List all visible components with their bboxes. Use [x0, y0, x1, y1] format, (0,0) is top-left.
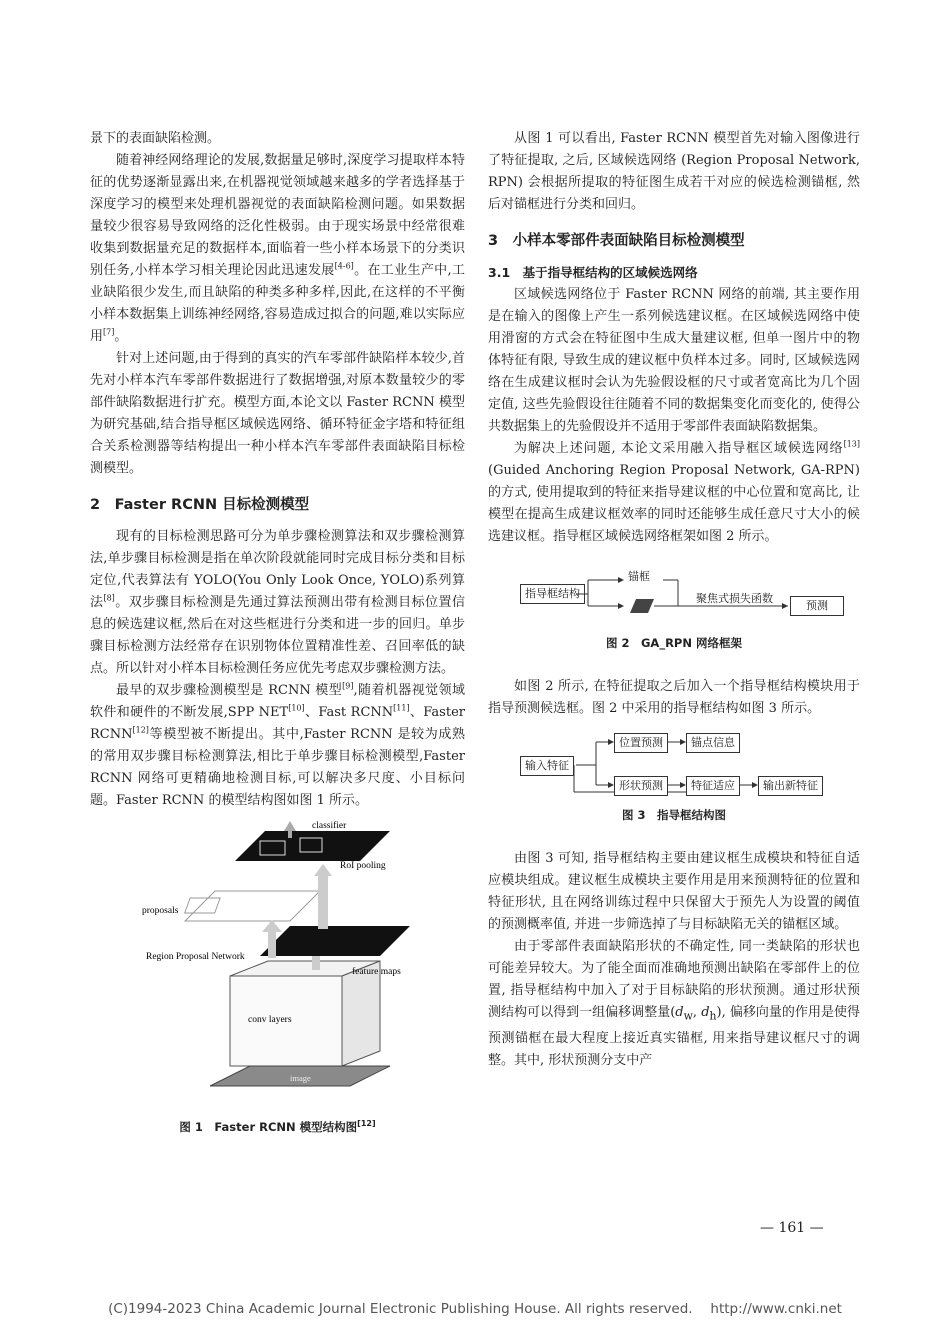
- citation: [10]: [288, 703, 305, 713]
- roi-plane: [235, 831, 390, 861]
- label-loss: 聚焦式损失函数: [696, 592, 773, 605]
- figure-caption: 图 3 指导框结构图: [621, 808, 726, 822]
- label-rpn: Region Proposal Network: [146, 952, 245, 962]
- label-feature-maps: feature maps: [352, 967, 401, 977]
- figure-caption: 图 1 Faster RCNN 模型结构图[12]: [179, 1119, 376, 1134]
- anchor-parallelogram: [630, 599, 654, 613]
- section-heading: 2 Faster RCNN 目标检测模型: [90, 497, 310, 513]
- copyright-footer: (C)1994-2023 China Academic Journal Electronic Publishing House. All rights reserved. http://www.cnki.net: [108, 1301, 842, 1317]
- box-output-feature: 输出新特征: [758, 776, 823, 796]
- citation: [12]: [132, 725, 149, 735]
- arrow-shaft: [268, 928, 276, 958]
- math-sub: w: [683, 1009, 693, 1023]
- arrow-right-icon: [782, 603, 788, 609]
- box-anchor-info: 锚点信息: [686, 733, 740, 753]
- paragraph: 景下的表面缺陷检测。: [90, 131, 221, 146]
- box-feature-adapt: 特征适应: [686, 776, 740, 796]
- label-proposals: proposals: [142, 906, 179, 916]
- citation: [12]: [357, 1119, 376, 1129]
- page-number: — 161 —: [760, 1220, 824, 1236]
- label-roi-pooling: RoI pooling: [340, 861, 386, 871]
- faster-rcnn-diagram: [90, 816, 465, 1116]
- feature-map-plane: [260, 926, 410, 956]
- citation: [9]: [342, 681, 354, 691]
- paragraph: 区域候选网络位于 Faster RCNN 网络的前端, 其主要作用是在输入的图像上产生一系列候选建议框。在区域候选网络中使用滑窗的方式会在特征图中生成大量建议框, 但单一图片中的物体特征有限, 导致生成的建议框中负样本过多。同时, 区域候选网络在生成建议框时会认为先验假设框的尺寸或者宽高比为几个固定值, 这些先验假设往往随着不同的数据集变化而变化的, 使得公共数据集上的先验假设并不适用于零部件表面缺陷数据集。: [488, 287, 860, 434]
- arrow-up-icon: [314, 864, 332, 876]
- arrow-shaft: [312, 956, 320, 970]
- label-classifier: classifier: [312, 821, 347, 831]
- math-sub: h: [709, 1009, 717, 1023]
- math-var: d: [675, 1005, 684, 1020]
- label-image: image: [290, 1073, 311, 1083]
- box-guide-structure: 指导框结构: [520, 584, 585, 604]
- box-input-feature: 输入特征: [520, 756, 574, 776]
- arrow-right-icon: [618, 603, 624, 609]
- paragraph: 现有的目标检测思路可分为单步骤检测算法和双步骤检测算法,单步骤目标检测是指在单次阶段就能同时完成目标分类和目标定位,代表算法有 YOLO(You Only Look Once, YOLO)系列算法[8]。双步骤目标检测是先通过算法预测出带有检测目标位置信息的候选建议框,然后在对这些框进行分类和进一步的回归。单步骤目标检测方法经常存在识别物体位置精准性差、召回率低的缺点。所以针对小样本目标检测任务应优先考虑双步骤检测方法。: [90, 529, 465, 676]
- section-heading: 3 小样本零部件表面缺陷目标检测模型: [488, 233, 745, 249]
- right-column: [488, 128, 860, 1072]
- citation: [8]: [103, 593, 115, 603]
- arrow-shaft: [318, 874, 328, 929]
- subsection-heading: 3.1 基于指导框结构的区域候选网络: [488, 265, 698, 280]
- paragraph: 由于零部件表面缺陷形状的不确定性, 同一类缺陷的形状也可能差异较大。为了能全面而准确地预测出缺陷在零部件上的位置, 指导框结构中加入了对于目标缺陷的形状预测。通过形状预测结构可以得到一组偏移调整量($d_w$, $d_h$), 偏移向量的作用是使得预测锚框在最大程度上接近真实锚框, 用来指导建议框尺寸的调整。其中, 形状预测分支中产: [488, 939, 860, 1068]
- paragraph: 最早的双步骤检测模型是 RCNN 模型[9],随着机器视觉领域软件和硬件的不断发展,SPP NET[10]、Fast RCNN[11]、Faster RCNN[12]等模型被不断提出。其中,Faster RCNN 是较为成熟的常用双步骤目标检测算法,相比于单步骤目标检测模型,Faster RCNN 网络可更精确地检测目标,可以解决多尺度、小目标问题。Faster RCNN 的模型结构图如图 1 所示。: [90, 681, 465, 808]
- figure-3: [488, 730, 860, 798]
- math-var: d: [701, 1005, 710, 1020]
- left-column: [90, 128, 465, 1138]
- box-predict: 预测: [790, 596, 844, 616]
- paragraph: 由图 3 可知, 指导框结构主要由建议框生成模块和特征自适应模块组成。建议框生成模块主要作用是用来预测特征的位置和特征形状, 且在网络训练过程中只保留大于预先人为设置的阈值的预测概率值, 并进一步筛选掉了与目标缺陷无关的锚框区域。: [488, 851, 860, 932]
- box-position-predict: 位置预测: [614, 733, 668, 753]
- figure-2: [488, 566, 860, 624]
- label-conv-layers: conv layers: [248, 1015, 292, 1025]
- paragraph: 从图 1 可以看出, Faster RCNN 模型首先对输入图像进行了特征提取, 之后, 区域候选网络 (Region Proposal Network, RPN) 会根据所提取的特征图生成若干对应的候选检测锚框, 然后对锚框进行分类和回归。: [488, 131, 860, 212]
- arrow-right-icon: [618, 577, 624, 583]
- label-anchor: 锚框: [628, 570, 650, 583]
- paragraph: 为解决上述问题, 本论文采用融入指导框区域候选网络[13](Guided Anchoring Region Proposal Network, GA-RPN) 的方式, 使用提取到的特征来指导建议框的中心位置和宽高比, 让模型在提高生成建议框效率的同时还能够生成任意尺寸大小的候选建议框。指导框区域候选网络框架如图 2 所示。: [488, 439, 860, 544]
- proposals-plane: [185, 891, 320, 921]
- box-shape-predict: 形状预测: [614, 776, 668, 796]
- citation: [11]: [393, 703, 410, 713]
- paragraph: 随着神经网络理论的发展,数据量足够时,深度学习提取样本特征的优势逐渐显露出来,在机器视觉领域越来越多的学者选择基于深度学习的模型来处理机器视觉的表面缺陷检测问题。如果数据量较少很容易导致网络的泛化性极弱。由于现实场景中经常很难收集到数据量充足的数据样本,面临着一些小样本场景下的分类识别任务,小样本学习相关理论因此迅速发展[4-6]。在工业生产中,工业缺陷很少发生,而且缺陷的种类多种多样,因此,在这样的不平衡小样本数据集上训练神经网络,容易造成过拟合的问题,难以实际应用[7]。: [90, 153, 465, 344]
- figure-caption: 图 2 GA_RPN 网络框架: [605, 636, 742, 650]
- citation: [13]: [843, 439, 860, 449]
- paragraph: 针对上述问题,由于得到的真实的汽车零部件缺陷样本较少,首先对小样本汽车零部件数据进行了数据增强,对原本数量较少的零部件缺陷数据进行扩充。模型方面,本论文以 Faster RCNN 模型为研究基础,结合指导框区域候选网络、循环特征金字塔和特征组合关系检测器等结构提出一种小样本汽车零部件表面缺陷目标检测模型。: [90, 351, 465, 476]
- paragraph: 如图 2 所示, 在特征提取之后加入一个指导框结构模块用于指导预测候选框。图 2 中采用的指导框结构如图 3 所示。: [488, 679, 860, 716]
- figure-1: [90, 816, 465, 1116]
- citation: [4-6]: [334, 261, 354, 271]
- citation: [7]: [103, 327, 115, 337]
- arrow-up-icon: [262, 920, 282, 932]
